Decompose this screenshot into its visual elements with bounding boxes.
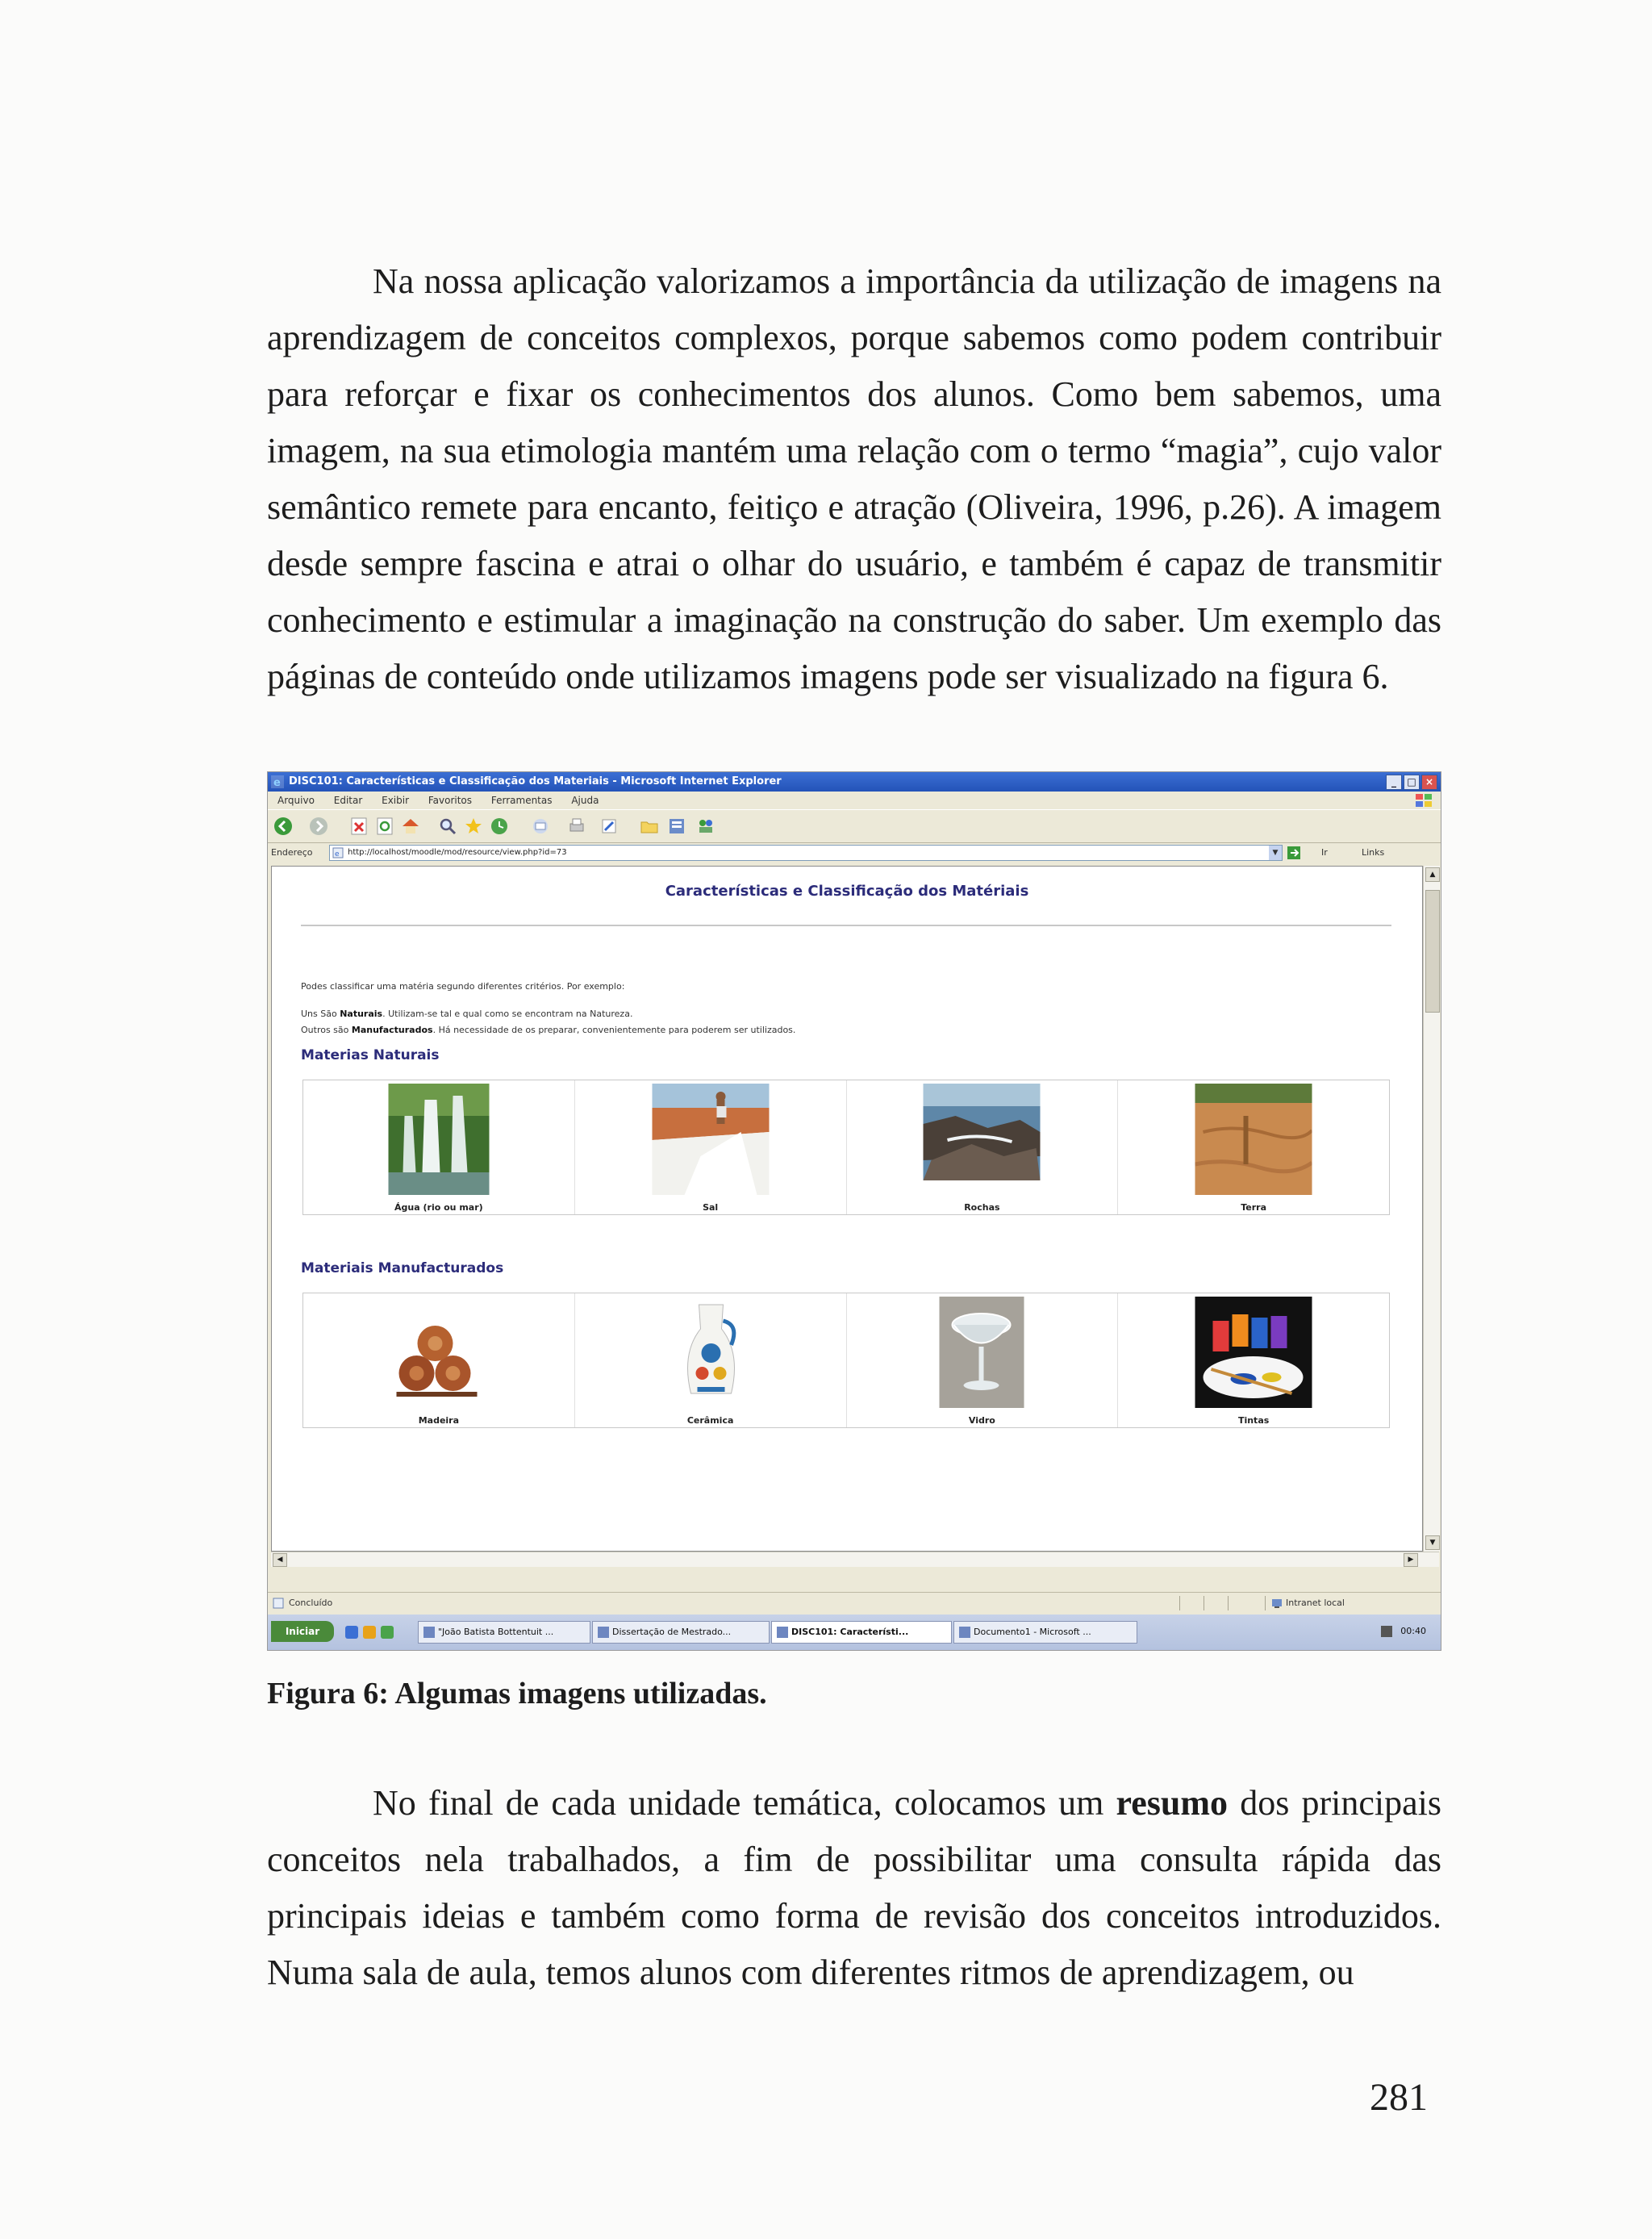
address-bar	[268, 842, 1441, 863]
content-title: Características e Classificação dos Matériais	[665, 883, 1029, 900]
scroll-left-arrow[interactable]: ◀	[273, 1553, 287, 1567]
show-desktop-icon[interactable]	[345, 1626, 358, 1639]
maximize-button[interactable]: □	[1404, 775, 1420, 790]
section-manufactured-heading: Materiais Manufacturados	[301, 1260, 504, 1276]
minimize-button[interactable]: _	[1386, 775, 1402, 790]
taskbar-item-3[interactable]	[771, 1621, 952, 1644]
item-label: Cerâmica	[686, 1415, 734, 1426]
status-bar	[268, 1592, 1441, 1614]
menu-bar	[268, 792, 1441, 809]
natural-line-bold: Naturais	[340, 1009, 383, 1019]
manufactured-line-bold: Manufacturados	[351, 1025, 433, 1035]
window-icon	[423, 1627, 435, 1638]
paint-image	[1195, 1297, 1312, 1408]
address-input[interactable]	[329, 845, 1283, 861]
vertical-scrollbar[interactable]	[1423, 866, 1440, 1552]
back-icon[interactable]	[273, 816, 294, 837]
natural-item-earth	[1118, 1080, 1389, 1214]
manufactured-materials-table	[302, 1293, 1390, 1428]
horizontal-scrollbar[interactable]	[271, 1552, 1439, 1567]
manufactured-line-start: Outros são	[301, 1025, 352, 1035]
glass-image	[924, 1297, 1041, 1408]
paragraph-2	[267, 1775, 1441, 2001]
natural-line	[301, 1009, 632, 1019]
window-titlebar	[268, 772, 1441, 792]
item-label: Madeira	[418, 1415, 460, 1426]
window-icon	[777, 1627, 788, 1638]
print-icon[interactable]	[566, 816, 587, 837]
item-label: Rochas	[964, 1202, 1000, 1213]
task-label: DISC101: Característi...	[791, 1627, 909, 1637]
item-label: Sal	[703, 1202, 719, 1213]
tray-icon[interactable]	[1381, 1626, 1392, 1637]
links-button[interactable]: Links	[1362, 847, 1385, 858]
paragraph-2-start: No final de cada unidade temática, colocamos um	[373, 1783, 1116, 1823]
menu-editar[interactable]: Editar	[333, 795, 363, 806]
item-label: Terra	[1241, 1202, 1267, 1213]
page-number: 281	[1370, 2076, 1428, 2119]
address-label: Endereço	[271, 847, 313, 858]
natural-item-salt	[575, 1080, 847, 1214]
figure-6-screenshot	[267, 771, 1441, 1651]
item-label: Água (rio ou mar)	[394, 1202, 483, 1213]
task-label: Documento1 - Microsoft ...	[974, 1627, 1091, 1637]
edit-icon[interactable]	[599, 816, 620, 837]
page-done-icon	[273, 1598, 284, 1609]
intro-text: Podes classificar uma matéria segundo diferentes critérios. Por exemplo:	[301, 981, 625, 992]
scroll-up-arrow[interactable]: ▲	[1425, 867, 1440, 882]
zone-text: Intranet local	[1286, 1598, 1345, 1608]
messenger-icon[interactable]	[695, 816, 716, 837]
salt-pan-image	[652, 1084, 769, 1195]
waterfall-image	[380, 1084, 497, 1195]
menu-ferramentas[interactable]: Ferramentas	[490, 795, 553, 806]
scroll-thumb[interactable]	[1425, 890, 1440, 1013]
window-icon	[959, 1627, 970, 1638]
intranet-zone-icon	[1271, 1598, 1283, 1609]
history-icon[interactable]	[489, 816, 510, 837]
search-icon[interactable]	[437, 816, 458, 837]
messenger-quicklaunch-icon[interactable]	[381, 1626, 394, 1639]
section-natural-heading: Materias Naturais	[301, 1047, 440, 1063]
menu-favoritos[interactable]: Favoritos	[428, 795, 473, 806]
stop-icon[interactable]	[348, 816, 369, 837]
paragraph-1	[267, 253, 1441, 705]
soil-image	[1195, 1084, 1312, 1195]
natural-item-rocks	[847, 1080, 1119, 1214]
ceramic-jug-image	[652, 1297, 769, 1408]
manufactured-line	[301, 1025, 795, 1035]
task-label: "João Batista Bottentuit ...	[438, 1627, 554, 1637]
paragraph-2-bold: resumo	[1116, 1783, 1229, 1823]
natural-line-end: . Utilizam-se tal e qual como se encontram na Natureza.	[382, 1009, 633, 1019]
page-content	[271, 866, 1423, 1552]
windows-logo-icon	[1413, 793, 1434, 808]
refresh-icon[interactable]	[374, 816, 395, 837]
forward-icon[interactable]	[308, 816, 329, 837]
manufactured-item-wood	[303, 1293, 575, 1427]
window-title: DISC101: Características e Classificação dos Materiais - Microsoft Internet Explorer	[289, 775, 782, 787]
chevron-down-icon[interactable]: ▼	[1269, 846, 1282, 860]
start-button[interactable]: Iniciar	[271, 1621, 334, 1642]
taskbar	[268, 1615, 1441, 1650]
close-button[interactable]: ×	[1421, 775, 1437, 790]
task-label: Dissertação de Mestrado...	[612, 1627, 732, 1637]
manufactured-item-glass	[847, 1293, 1119, 1427]
item-label: Vidro	[968, 1415, 995, 1426]
wood-logs-image	[380, 1297, 497, 1408]
clock: 00:40	[1400, 1626, 1426, 1636]
status-separator	[1265, 1596, 1266, 1610]
manufactured-item-ceramic	[575, 1293, 847, 1427]
browser-quicklaunch-icon[interactable]	[363, 1626, 376, 1639]
manufactured-item-paint	[1118, 1293, 1389, 1427]
natural-materials-table	[302, 1080, 1390, 1215]
research-icon[interactable]	[666, 816, 687, 837]
svg-text:e: e	[335, 850, 340, 858]
go-arrow-icon[interactable]	[1286, 846, 1318, 860]
status-text: Concluído	[289, 1598, 333, 1608]
status-separator	[1228, 1596, 1229, 1610]
menu-ajuda[interactable]: Ajuda	[571, 795, 599, 806]
folder-icon[interactable]	[639, 816, 660, 837]
rocks-image	[924, 1084, 1041, 1195]
item-label: Tintas	[1237, 1415, 1270, 1426]
taskbar-item-4[interactable]	[953, 1621, 1137, 1644]
scroll-right-arrow[interactable]: ▶	[1404, 1553, 1418, 1567]
paragraph-2-end: dos principais conceitos nela trabalhados, a fim de possibilitar uma consulta rápida das principais ideias e também como forma de revisão dos conceitos introduzidos. Numa sala de aula, temos alunos com diferentes ritmos de aprendizagem, ou	[267, 1783, 1441, 1992]
status-separator	[1179, 1596, 1180, 1610]
mail-icon[interactable]	[531, 816, 552, 837]
figure-caption: Figura 6: Algumas imagens utilizadas.	[267, 1677, 767, 1711]
natural-item-water	[303, 1080, 575, 1214]
taskbar-item-1[interactable]	[418, 1621, 590, 1644]
toolbar	[268, 809, 1441, 843]
window-icon	[598, 1627, 609, 1638]
taskbar-item-2[interactable]	[592, 1621, 770, 1644]
divider	[301, 925, 1391, 926]
page-icon	[332, 847, 344, 858]
favorites-icon[interactable]	[463, 816, 484, 837]
natural-line-start: Uns São	[301, 1009, 340, 1019]
menu-exibir[interactable]: Exibir	[382, 795, 410, 806]
manufactured-line-end: . Há necessidade de os preparar, convenientemente para poderem ser utilizados.	[432, 1025, 796, 1035]
address-url: http://localhost/moodle/mod/resource/view.php?id=73	[348, 848, 567, 857]
paragraph-1-text: Na nossa aplicação valorizamos a importância da utilização de imagens na aprendizagem de conceitos complexos, porque sabemos como podem contribuir para reforçar e fixar os conhecimentos dos alunos. Como bem sabemos, uma imagem, na sua etimologia mantém uma relação com o termo “magia”, cujo valor semântico remete para encanto, feitiço e atração (Oliveira, 1996, p.26). A imagem desde sempre fascina e atrai o olhar do usuário, e também é capaz de transmitir conhecimento e estimular a imaginação na construção do saber. Um exemplo das páginas de conteúdo onde utilizamos imagens pode ser visualizado na figura 6.	[267, 261, 1441, 696]
menu-arquivo[interactable]: Arquivo	[277, 795, 315, 806]
go-button[interactable]: Ir	[1321, 847, 1328, 858]
home-icon[interactable]	[400, 816, 421, 837]
internet-explorer-icon	[271, 775, 284, 788]
svg-text:e: e	[273, 777, 281, 788]
scroll-down-arrow[interactable]: ▼	[1425, 1535, 1440, 1550]
